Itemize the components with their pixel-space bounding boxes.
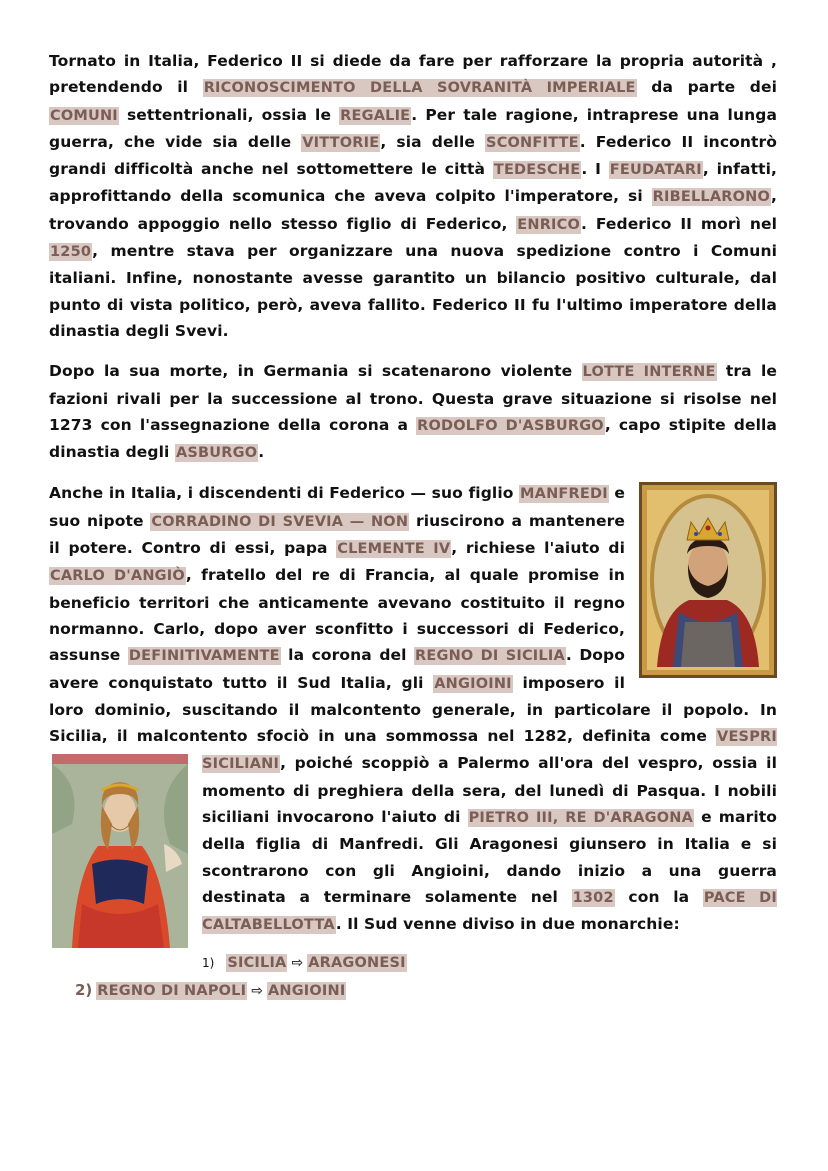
- text: Dopo la sua morte, in Germania si scatenarono violente: [49, 362, 582, 381]
- highlight-ribellarono: RIBELLARONO: [652, 189, 770, 206]
- highlight-regno-sicilia: REGNO DI SICILIA: [415, 648, 565, 665]
- manuscript-figure-image: [52, 754, 188, 948]
- text: , fratello del re di Francia, al quale promise in beneficio territori che anticamente avevano costituito il regno normanno. Carlo, dopo aver sconfitto i successori di Federico, assunse: [49, 566, 625, 665]
- king-portrait-image: [639, 482, 777, 678]
- highlight-corradino: CORRADINO DI SVEVIA — NON: [151, 513, 409, 530]
- text: , mentre stava per organizzare una nuova spedizione contro i Comuni italiani. Infine, nonostante avesse garantito un bilancio positivo culturale, dal punto di vista politico, però, aveva fallito. Federico II fu l'ultimo imperatore della dinastia degli Svevi.: [49, 242, 777, 340]
- highlight-sconfitte: SCONFITTE: [486, 134, 579, 151]
- highlight-rodolfo-asburgo: RODOLFO D'ASBURGO: [417, 417, 604, 434]
- highlight-1302: 1302: [572, 889, 614, 906]
- text: , sia delle: [380, 132, 486, 151]
- highlight-lotte-interne: LOTTE INTERNE: [582, 364, 716, 381]
- list-item: [75, 977, 777, 1005]
- text: , capo stipite della dinastia degli: [49, 415, 777, 462]
- list-number: 2): [75, 980, 93, 999]
- highlight-vittorie: VITTORIE: [302, 134, 380, 151]
- paragraph-germania: [49, 358, 777, 466]
- text: Anche in Italia, i discendenti di Federico — suo figlio: [49, 484, 520, 503]
- text: con la: [614, 887, 703, 906]
- highlight-1250: 1250: [50, 244, 92, 261]
- text: e suo nipote: [49, 484, 626, 530]
- text: settentrionali, ossia le: [118, 105, 340, 124]
- list-right: ARAGONESI: [308, 954, 406, 971]
- text: . I: [581, 160, 609, 179]
- text: imposero il loro dominio, suscitando il malcontento generale, in particolare il popolo. In Sicilia, il malcontento sfociò in una sommossa nel 1282, definita come: [49, 673, 777, 746]
- highlight-angioini: ANGIOINI: [434, 675, 512, 692]
- highlight-carlo-angio: CARLO D'ANGIÒ: [50, 568, 185, 585]
- highlight-definitivamente: DEFINITIVAMENTE: [128, 648, 280, 665]
- highlight-pietro-iii: PIETRO III, RE D'ARAGONA: [468, 810, 694, 827]
- text: . Federico II morì nel: [581, 214, 777, 233]
- highlight-pace-caltabellotta: PACE DI CALTABELLOTTA: [202, 889, 777, 934]
- highlight-comuni: COMUNI: [50, 107, 118, 124]
- text: , richiese l'aiuto di: [451, 539, 625, 558]
- text: . Federico II incontrò grandi difficoltà anche nel sottomettere le città: [49, 132, 777, 179]
- list-number: 1): [202, 955, 215, 970]
- text: da parte dei: [636, 78, 778, 97]
- highlight-regalie: REGALIE: [340, 107, 411, 124]
- text: , trovando appoggio nello stesso figlio di Federico,: [49, 187, 777, 233]
- highlight-enrico: ENRICO: [517, 216, 581, 233]
- text: . Per tale ragione, intraprese una lunga guerra, che vide sia delle: [49, 105, 777, 151]
- text: , infatti, approfittando della scomunica che aveva colpito l'imperatore, si: [49, 160, 777, 206]
- highlight-clemente-iv: CLEMENTE IV: [337, 541, 451, 558]
- highlight-asburgo: ASBURGO: [175, 445, 258, 462]
- text: .: [258, 443, 265, 462]
- highlight-sovranita-imperiale: RICONOSCIMENTO DELLA SOVRANITÀ IMPERIALE: [203, 80, 636, 97]
- text: la corona del: [280, 646, 415, 665]
- text: riuscirono a mantenere il potere. Contro di essi, papa: [49, 511, 625, 558]
- document-page: [49, 48, 777, 1005]
- list-left: REGNO DI NAPOLI: [97, 982, 247, 999]
- highlight-manfredi: MANFREDI: [520, 486, 608, 503]
- text: e marito della figlia di Manfredi. Gli Aragonesi giunsero in Italia e si scontrarono con gli Angioini, dando inizio a una guerra destinata a terminare solamente nel: [202, 808, 777, 906]
- paragraph-federico-ii: [49, 48, 777, 344]
- highlight-vespri-siciliani: VESPRI SICILIANI: [202, 729, 777, 773]
- arrow-right-icon: ⇨: [251, 982, 263, 999]
- list-right: ANGIOINI: [267, 982, 346, 999]
- text: tra le fazioni rivali per la successione al trono. Questa grave situazione si risolse nel 1273 con l'assegnazione della corona a: [49, 362, 777, 434]
- list-left: SICILIA: [227, 954, 287, 971]
- paragraph-italia: [49, 480, 777, 938]
- highlight-tedesche: TEDESCHE: [493, 162, 581, 179]
- arrow-right-icon: ⇨: [291, 954, 304, 971]
- monarchies-list: [75, 949, 777, 1005]
- highlight-feudatari: FEUDATARI: [609, 162, 702, 179]
- text: , poiché scoppiò a Palermo all'ora del vespro, ossia il momento di preghiera della sera, del lunedì di Pasqua. I nobili siciliani invocarono l'aiuto di: [202, 754, 777, 827]
- text: Tornato in Italia, Federico II si diede da fare per rafforzare la propria autorità , pretendendo il: [49, 52, 777, 97]
- text: . Dopo avere conquistato tutto il Sud Italia, gli: [49, 646, 625, 692]
- text: . Il Sud venne diviso in due monarchie:: [335, 915, 680, 934]
- list-item: [75, 949, 777, 977]
